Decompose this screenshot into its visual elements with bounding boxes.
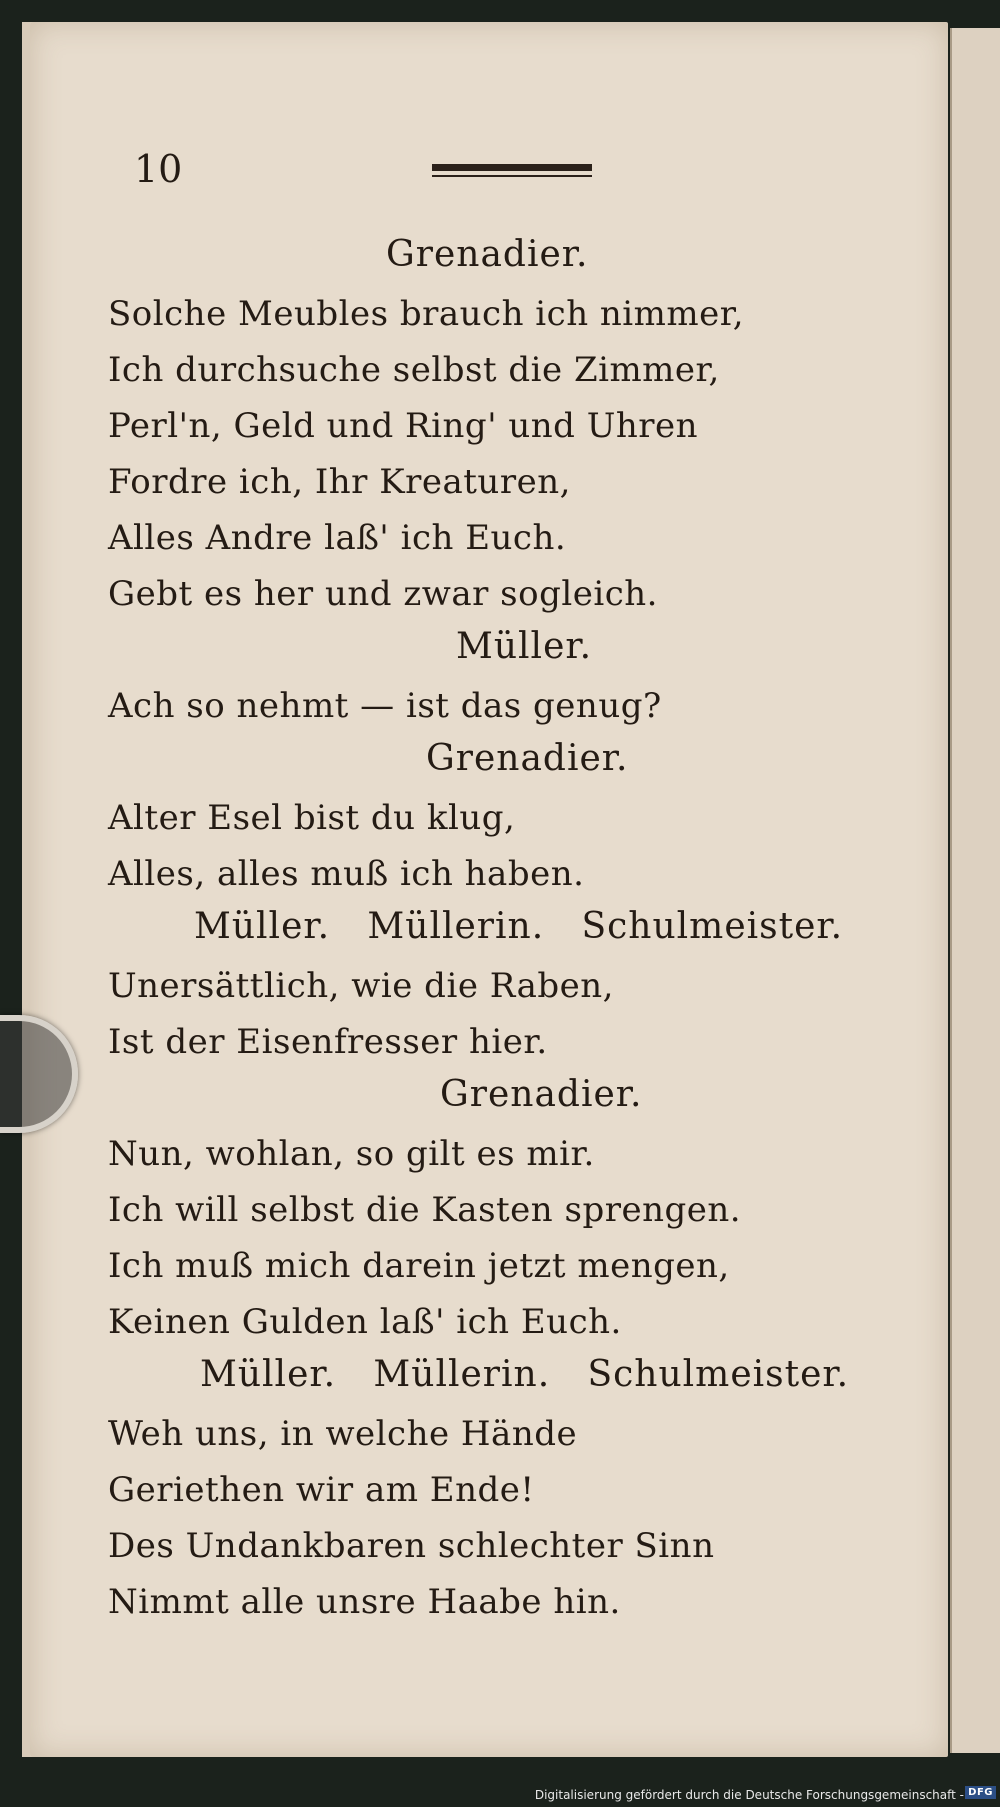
verse-line: Alter Esel bist du klug, — [108, 798, 516, 838]
verse-blocks — [30, 230, 948, 1630]
verse-block — [30, 902, 948, 1070]
speaker-heading: Grenadier. — [386, 234, 589, 275]
verse-line: Ich durchsuche selbst die Zimmer, — [108, 350, 720, 390]
verse-block — [30, 230, 948, 622]
verse-line: Ich will selbst die Kasten sprengen. — [108, 1190, 742, 1230]
verse-block — [30, 734, 948, 902]
header-rule — [432, 164, 592, 177]
verse-line: Fordre ich, Ihr Kreaturen, — [108, 462, 571, 502]
verse-block — [30, 622, 948, 734]
verse-line: Perl'n, Geld und Ring' und Uhren — [108, 406, 699, 446]
verse-line: Alles, alles muß ich haben. — [108, 854, 585, 894]
speaker-heading: Müller. — [456, 626, 593, 667]
verse-line: Gebt es her und zwar sogleich. — [108, 574, 658, 614]
verse-line: Ach so nehmt — ist das genug? — [108, 686, 662, 726]
speaker-heading: Müller. Müllerin. Schulmeister. — [200, 1354, 850, 1395]
verse-line: Geriethen wir am Ende! — [108, 1470, 535, 1510]
page-text — [30, 22, 948, 1757]
verse-line: Alles Andre laß' ich Euch. — [108, 518, 567, 558]
verse-line: Keinen Gulden laß' ich Euch. — [108, 1302, 622, 1342]
verse-line: Unersättlich, wie die Raben, — [108, 966, 614, 1006]
dfg-logo: DFG — [965, 1786, 996, 1799]
footer-bar — [0, 1760, 1000, 1807]
speaker-heading: Grenadier. — [440, 1074, 643, 1115]
verse-line: Solche Meubles brauch ich nimmer, — [108, 294, 745, 334]
next-page-edge — [950, 28, 1000, 1753]
footer-credit: Digitalisierung gefördert durch die Deutsche Forschungsgemeinschaft - — [534, 1788, 964, 1802]
verse-block — [30, 1070, 948, 1350]
speaker-heading: Grenadier. — [426, 738, 629, 779]
book-page — [30, 22, 948, 1757]
header-rule-thin — [432, 175, 592, 177]
verse-line: Nimmt alle unsre Haabe hin. — [108, 1582, 621, 1622]
verse-line: Ich muß mich darein jetzt mengen, — [108, 1246, 730, 1286]
header-rule-thick — [432, 164, 592, 171]
verse-line: Des Undankbaren schlechter Sinn — [108, 1526, 715, 1566]
speaker-heading: Müller. Müllerin. Schulmeister. — [194, 906, 844, 947]
verse-line: Nun, wohlan, so gilt es mir. — [108, 1134, 595, 1174]
verse-line: Weh uns, in welche Hände — [108, 1414, 578, 1454]
verse-line: Ist der Eisenfresser hier. — [108, 1022, 548, 1062]
verse-block — [30, 1350, 948, 1630]
page-number: 10 — [134, 147, 183, 191]
